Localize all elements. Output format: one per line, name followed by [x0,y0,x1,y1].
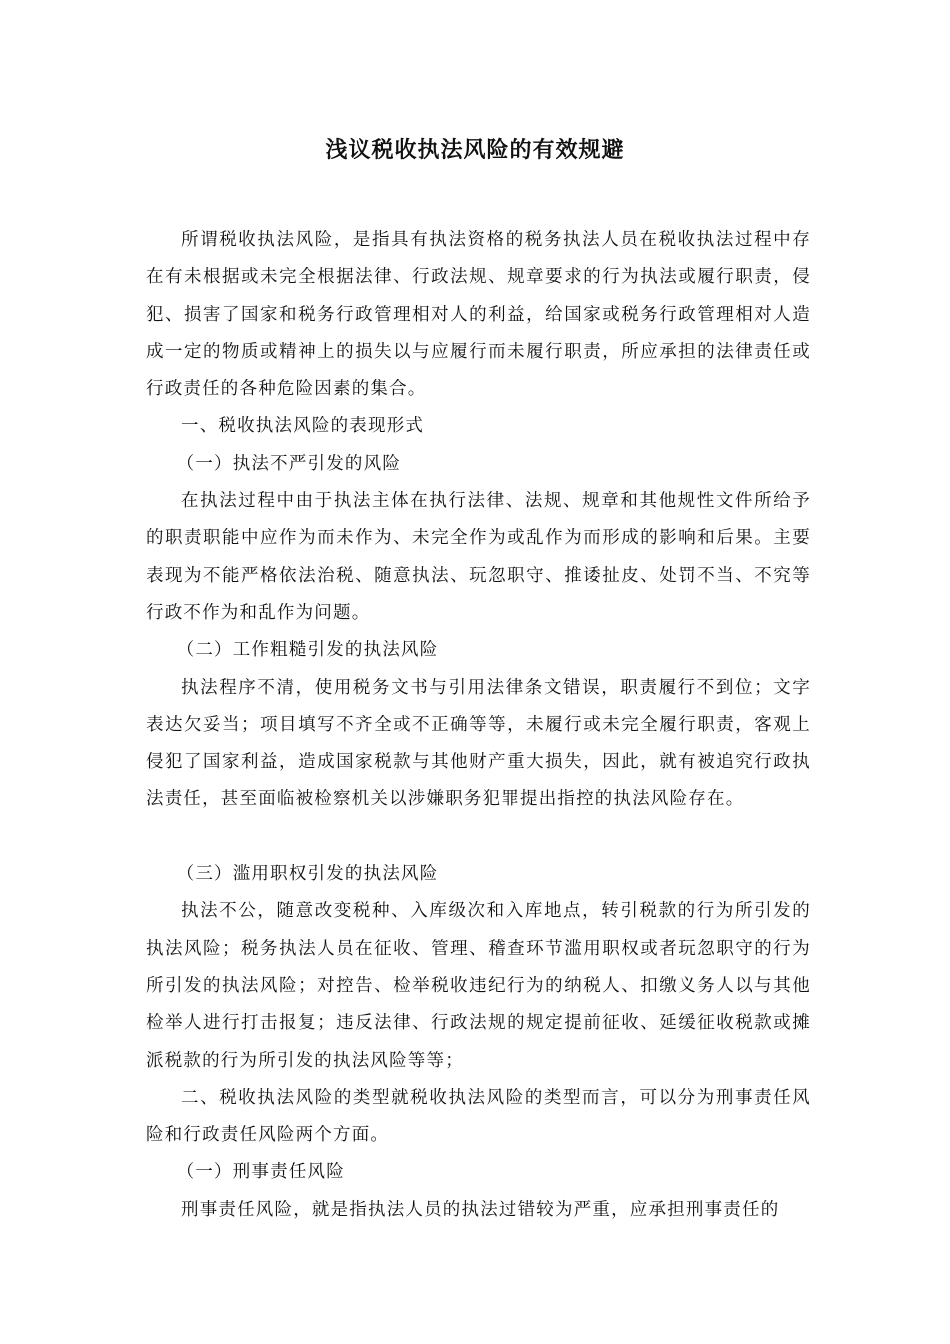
subsection-heading-1-1: （一）执法不严引发的风险 [176,453,402,474]
subsection-heading-1-2: （二）工作粗糙引发的执法风险 [176,640,439,661]
paragraph-criminal-liability: 刑事责任风险，就是指执法人员的执法过错较为严重，应承担刑事责任的 [181,1199,780,1220]
subsection-heading-1-3: （三）滥用职权引发的执法风险 [176,864,439,885]
paragraph-abuse-of-power: 执法不公，随意改变税种、入库级次和入库地点，转引税款的行为所引发的执法风险；税务执法人员在征收、管理、稽查环节滥用职权或者玩忽职守的行为所引发的执法风险；对控告、检举税收违纪行为的纳税人、扣缴义务人以与其他检举人进行打击报复；违反法律、行政法规的规定提前征收、延缓征收税款或摊派税款的行为所引发的执法风险等等； [146,901,811,1071]
subsection-heading-2-1: （一）刑事责任风险 [176,1162,345,1183]
paragraph-definition: 所谓税收执法风险，是指具有执法资格的税务执法人员在税收执法过程中存在有未根据或未完全根据法律、行政法规、规章要求的行为执法或履行职责，侵犯、损害了国家和税务行政管理相对人的利益，给国家或税务行政管理相对人造成一定的物质或精神上的损失以与应履行而未履行职责，所应承担的法律责任或行政责任的各种危险因素的集合。 [146,230,811,400]
paragraph-rough-work: 执法程序不清，使用税务文书与引用法律条文错误，职责履行不到位；文字表达欠妥当；项目填写不齐全或不正确等等，未履行或未完全履行职责，客观上侵犯了国家利益，造成国家税款与其他财产重大损失，因此，就有被追究行政执法责任，甚至面临被检察机关以涉嫌职务犯罪提出指控的执法风险存在。 [146,677,811,810]
paragraph-risk-types: 二、税收执法风险的类型就税收执法风险的类型而言，可以分为刑事责任风险和行政责任风险两个方面。 [146,1087,811,1146]
document-body [146,222,811,1229]
paragraph-lax-enforcement: 在执法过程中由于执法主体在执行法律、法规、规章和其他规性文件所给予的职责职能中应作为而未作为、未完全作为或乱作为而形成的影响和后果。主要表现为不能严格依法治税、随意执法、玩忽职守、推诿扯皮、处罚不当、不究等行政不作为和乱作为问题。 [146,491,811,623]
document-title: 浅议税收执法风险的有效规避 [325,137,625,163]
section-heading-1: 一、税收执法风险的表现形式 [181,416,425,437]
